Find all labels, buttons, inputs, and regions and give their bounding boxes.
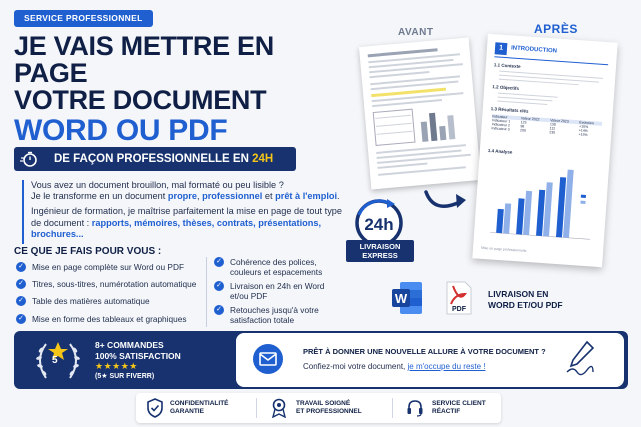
- pen-signature-icon: [565, 340, 595, 376]
- svg-text:W: W: [394, 291, 408, 306]
- rating-stars: ★★★★★: [95, 361, 138, 371]
- list-item: [16, 279, 206, 289]
- chapter-number: 1: [495, 42, 508, 55]
- guarantee-line-1: CONFIDENTIALITÉ: [170, 400, 229, 407]
- table-cell: +15%: [578, 132, 588, 137]
- express-label: [346, 240, 414, 262]
- before-label: AVANT: [398, 27, 434, 38]
- pdf-icon: [445, 280, 473, 316]
- guarantee-line-2: GARANTIE: [170, 407, 204, 415]
- pro-banner: [14, 147, 296, 171]
- envelope-icon: [253, 344, 283, 374]
- award-icon: [270, 398, 288, 418]
- list-item-label: Mise en page complète sur Word ou PDF: [32, 262, 185, 272]
- headline-line-2: VOTRE DOCUMENT: [14, 85, 267, 115]
- table-cell: Indicateur 1: [491, 118, 511, 124]
- guarantee-line-1: SERVICE CLIENT: [432, 400, 486, 407]
- section-1: 1.1 Contexte: [493, 62, 521, 70]
- table-cell: +10%: [578, 124, 589, 129]
- list-item-label: Retouches jusqu'à votre satisfaction totale: [230, 305, 319, 325]
- intro-p1-d: et: [262, 191, 276, 202]
- chart-bar: [523, 191, 532, 235]
- laurel-badge-icon: [30, 336, 86, 384]
- footer-divider: [392, 398, 393, 418]
- intro-p1-e: .: [337, 191, 340, 202]
- headline: [14, 33, 354, 148]
- section-4: 1.4 Analyse: [487, 148, 513, 155]
- intro-keyword-professionnel: professionnel: [202, 191, 263, 202]
- intro-text: [22, 180, 352, 244]
- orders-count: 8+ COMMANDES: [95, 340, 164, 350]
- pro-banner-text: DE FAÇON PROFESSIONNELLE EN: [54, 153, 253, 165]
- chart-bar: [496, 209, 504, 233]
- section-2: 1.2 Objectifs: [492, 84, 520, 92]
- intro-paragraph-1: [31, 180, 352, 202]
- services-title: CE QUE JE FAIS POUR VOUS :: [14, 246, 162, 257]
- table-cell: 200: [519, 128, 527, 133]
- list-item-label: Livraison en 24h en Word et/ou PDF: [230, 281, 325, 301]
- results-table: [491, 114, 602, 138]
- express-label-line-1: LIVRAISON: [359, 242, 401, 251]
- section-3: 1.3 Résultats clés: [490, 106, 529, 114]
- stopwatch-icon: [20, 151, 38, 167]
- table-cell: Indicateur 2: [491, 122, 511, 128]
- service-badge: SERVICE PROFESSIONNEL: [14, 10, 153, 27]
- table-header: Indicateur: [492, 114, 508, 120]
- pdf-icon-label: PDF: [452, 306, 466, 313]
- check-icon: ✓: [214, 257, 224, 267]
- list-item: [214, 305, 334, 325]
- list-item-label: Table des matières automatique: [32, 296, 150, 307]
- before-document: [359, 37, 481, 189]
- table-header: Valeur 2023: [550, 118, 569, 124]
- table-cell: 125: [520, 120, 527, 125]
- services-list-left: [16, 262, 206, 331]
- services-list-right: [214, 257, 334, 329]
- chapter-title: INTRODUCTION: [510, 45, 558, 55]
- headline-line-3: WORD OU PDF: [14, 114, 228, 147]
- delivery-line-1: LIVRAISON EN: [488, 289, 549, 299]
- table-cell: 230: [549, 130, 556, 135]
- satisfaction-rate: 100% SATISFACTION: [95, 350, 181, 361]
- rating-number: 5: [52, 355, 58, 366]
- express-label-line-2: EXPRESS: [362, 251, 398, 260]
- check-icon: ✓: [214, 305, 224, 315]
- check-icon: ✓: [214, 281, 224, 291]
- stamp-hours: 24h: [364, 215, 394, 234]
- table-cell: +14%: [578, 128, 588, 133]
- services-divider: [206, 257, 207, 327]
- intro-keyword-types: rapports, mémoires, thèses, contrats, présentations, brochures...: [31, 217, 322, 239]
- word-icon: [392, 280, 424, 316]
- headset-icon: [406, 398, 424, 418]
- delivery-format: [488, 289, 563, 311]
- cta-subtext: [303, 362, 486, 371]
- document-footer: Mise en page professionnelle: [480, 245, 527, 253]
- shield-check-icon: [146, 398, 164, 418]
- guarantee-line-1: TRAVAIL SOIGNÉ: [296, 400, 351, 407]
- guarantee-line-2: RÉACTIF: [432, 407, 461, 415]
- check-icon: ✓: [16, 262, 26, 272]
- list-item: [214, 257, 334, 277]
- stats-text: [95, 340, 181, 382]
- intro-keyword-pret: prêt à l'emploi: [275, 191, 338, 202]
- guarantee-support: [432, 400, 486, 415]
- guarantee-quality: [296, 400, 362, 415]
- table-cell: 98: [520, 124, 525, 129]
- table-cell: Indicateur 3: [491, 126, 510, 132]
- intro-p1-a: Vous avez un document brouillon, mal formaté ou peu lisible ?: [31, 180, 284, 190]
- list-item: [16, 262, 206, 272]
- table-cell: 112: [549, 126, 556, 131]
- list-item-label: Titres, sous-titres, numérotation automatique: [32, 279, 197, 290]
- intro-p1-c: ,: [196, 191, 203, 202]
- table-cell: 138: [549, 122, 556, 127]
- curved-arrow-icon: [420, 186, 470, 216]
- intro-p1-b: Je le transforme en un document: [31, 191, 168, 202]
- list-item-label: Mise en forme des tableaux et graphiques: [32, 313, 187, 324]
- intro-paragraph-2: [31, 206, 352, 240]
- pro-banner-highlight: 24H: [252, 153, 274, 165]
- table-header: Évolution: [579, 120, 594, 126]
- after-document: [472, 34, 617, 268]
- footer-divider: [256, 398, 257, 418]
- list-item-label: Cohérence des polices, couleurs et espacements: [230, 257, 323, 277]
- chart-bar: [503, 203, 511, 233]
- list-item: [16, 296, 206, 306]
- cta-headline: PRÊT À DONNER UNE NOUVELLE ALLURE À VOTRE DOCUMENT ?: [303, 347, 546, 356]
- list-item: [16, 314, 206, 324]
- check-icon: ✓: [16, 296, 26, 306]
- guarantee-confidentiality: [170, 400, 229, 415]
- cta-subtext-main: Confiez-moi votre document,: [303, 362, 408, 371]
- table-header: Valeur 2022: [520, 116, 540, 122]
- chart-bar: [516, 198, 524, 234]
- headline-line-1: JE VAIS METTRE EN PAGE: [14, 31, 274, 88]
- check-icon: ✓: [16, 279, 26, 289]
- intro-p2-a: Ingénieur de formation, je maîtrise parfaitement la mise en page de tout type de document :: [31, 206, 343, 228]
- fiverr-rating: (5★ SUR FIVERR): [95, 372, 155, 380]
- intro-keyword-propre: propre: [167, 191, 197, 202]
- bar-chart: [486, 158, 599, 243]
- list-item: [214, 281, 334, 301]
- guarantee-line-2: ET PROFESSIONNEL: [296, 407, 362, 415]
- check-icon: ✓: [16, 314, 26, 324]
- delivery-line-2: WORD ET/OU PDF: [488, 300, 563, 310]
- after-label: APRÈS: [534, 22, 578, 36]
- cta-link[interactable]: je m'occupe du reste !: [407, 362, 486, 371]
